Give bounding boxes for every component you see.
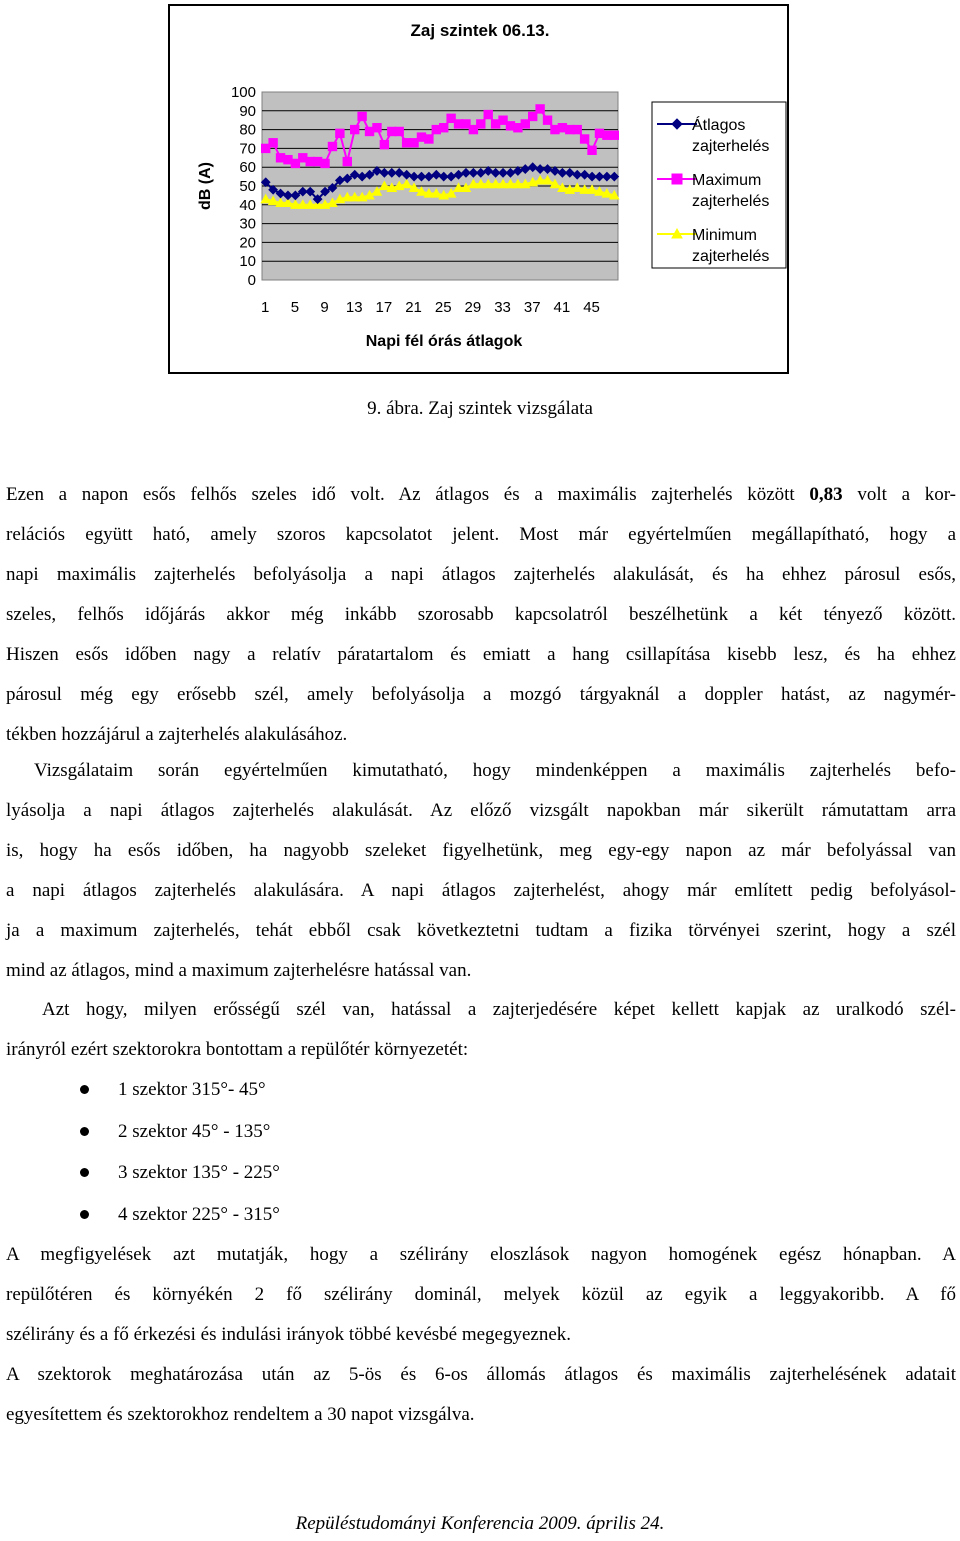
paragraph-4 — [6, 1235, 956, 1355]
paragraph-5 — [6, 1355, 956, 1435]
paragraph-line: ja a maximum zajterhelés, tehát ebből csak következtetni tudtam a fizika törvényei szerint, hogy a szél — [6, 920, 956, 941]
data-point — [672, 174, 682, 184]
x-tick-label: 45 — [583, 299, 600, 316]
paragraph-line: repülőtéren és környékén 2 fő szélirány dominál, melyek közül az egyik a leggyakoribb. A fő — [6, 1284, 956, 1305]
data-point — [380, 140, 388, 148]
y-tick-label: 20 — [239, 234, 256, 252]
bullet-icon — [80, 1085, 89, 1094]
data-point — [373, 124, 381, 132]
paragraph-line: mind az átlagos, mind a maximum zajterhelésre hatással van. — [6, 960, 472, 981]
data-point — [321, 159, 329, 167]
data-point — [343, 157, 351, 165]
legend-label: zajterhelés — [692, 193, 770, 210]
sector-list — [0, 1069, 280, 1235]
x-tick-label: 13 — [345, 299, 363, 316]
data-point — [395, 127, 403, 135]
chart-title: Zaj szintek 06.13. — [410, 21, 550, 40]
list-item — [0, 1152, 280, 1194]
paragraph-line: lyásolja a napi átlagos zajterhelés alakulását. Az előző vizsgált napokban már sikerült rámutattam arra — [6, 800, 956, 821]
legend-label: Átlagos — [692, 117, 746, 134]
y-tick-label: 0 — [247, 272, 256, 289]
paragraph-line: A szektorok meghatározása után az 5-ös és 6-os állomás átlagos és maximális zajterhelésének adatait — [6, 1364, 956, 1385]
paragraph-3 — [6, 990, 956, 1070]
x-tick-label: 25 — [434, 299, 452, 316]
data-point — [351, 125, 359, 133]
list-item-text: 3 szektor 135° - 225° — [118, 1162, 280, 1183]
paragraph-line — [6, 475, 956, 515]
paragraph-line: Vizsgálataim során egyértelműen kimutatható, hogy mindenképpen a maximális zajterhelés befo- — [34, 760, 956, 781]
x-tick-label: 21 — [405, 299, 422, 316]
paragraph-line: napi maximális zajterhelés befolyásolja a napi átlagos zajterhelés alakulását, és ha ehhez párosul esős, — [6, 564, 956, 585]
data-point — [358, 112, 366, 120]
paragraph-line: párosul még egy erősebb szél, amely befolyásolja a mozgó tárgyaknál a doppler hatást, az nagymér- — [6, 684, 956, 705]
y-tick-label: 70 — [239, 140, 256, 158]
bullet-icon — [80, 1168, 89, 1177]
data-point — [573, 125, 581, 133]
data-point — [328, 142, 336, 150]
x-tick-label: 41 — [553, 299, 571, 316]
paragraph-line: relációs együtt ható, amely szoros kapcsolatot jelent. Most már egyértelműen megállapítható, hogy a — [6, 524, 956, 545]
list-item — [0, 1194, 280, 1236]
data-point — [477, 120, 485, 128]
text-span: Ezen a napon esős felhős szeles idő volt. Az átlagos és a maximális zajterhelés között — [6, 484, 810, 505]
data-point — [536, 105, 544, 113]
paragraph-line: Hiszen esős időben nagy a relatív páratartalom és emiatt a hang csillapítása kisebb lesz, és ha ehhez — [6, 644, 956, 665]
paragraph-line: irányról ezért szektorokra bontottam a repülőtér környezetét: — [6, 1039, 469, 1060]
x-tick-label: 17 — [375, 299, 393, 316]
correlation-value: 0,83 — [809, 484, 843, 505]
x-tick-label: 9 — [320, 299, 329, 316]
paragraph-line: A megfigyelések azt mutatják, hogy a szélirány eloszlások nagyon homogének egész hónapban. A — [6, 1244, 956, 1265]
data-point — [543, 116, 551, 124]
y-tick-label: 80 — [239, 121, 256, 139]
bullet-icon — [80, 1210, 89, 1219]
list-item — [0, 1069, 280, 1111]
legend-label: Minimum — [692, 227, 757, 244]
x-tick-label: 1 — [261, 299, 270, 316]
x-tick-label: 33 — [494, 299, 511, 316]
y-tick-label: 90 — [239, 102, 256, 120]
paragraph-line: egyesítettem és szektorokhoz rendeltem a 30 napot vizsgálva. — [6, 1404, 475, 1425]
legend-label: zajterhelés — [692, 248, 770, 265]
list-item-text: 4 szektor 225° - 315° — [118, 1203, 280, 1225]
list-item-text: 1 szektor 315°- 45° — [118, 1079, 266, 1100]
y-axis-label: dB (A) — [197, 162, 214, 210]
data-point — [484, 110, 492, 118]
paragraph-line: szeles, felhős időjárás akkor még inkább szorosabb kapcsolatról beszélhetünk a két tényező között. — [6, 604, 956, 625]
x-tick-label: 5 — [290, 299, 300, 316]
data-point — [610, 131, 618, 139]
x-tick-label: 37 — [523, 299, 541, 316]
legend-label: zajterhelés — [692, 138, 770, 155]
y-tick-label: 30 — [239, 215, 256, 233]
list-item-text: 2 szektor 45° - 135° — [118, 1120, 271, 1142]
data-point — [336, 129, 344, 137]
text-span: volt a kor- — [842, 484, 957, 505]
figure-caption: 9. ábra. Zaj szintek vizsgálata — [367, 398, 593, 419]
x-tick-label: 29 — [464, 299, 482, 316]
y-tick-label: 60 — [239, 159, 256, 177]
data-point — [580, 135, 588, 143]
paragraph-line: tékben hozzájárul a zajterhelés alakulásához. — [6, 724, 348, 745]
y-tick-label: 50 — [239, 178, 256, 195]
data-point — [588, 146, 596, 154]
paragraph-line: szélirány és a fő érkezési és indulási irányok többé kevésbé megegyeznek. — [6, 1324, 572, 1345]
y-tick-label: 10 — [239, 253, 256, 271]
legend-label: Maximum — [692, 172, 762, 189]
paragraph-line: Azt hogy, milyen erősségű szél van, hatással a zajterjedésére képet kellett kapjak az uralkodó szél- — [42, 999, 956, 1020]
x-axis-label: Napi fél órás átlagok — [365, 333, 523, 350]
list-item — [0, 1111, 280, 1153]
paragraph-2 — [6, 751, 956, 991]
y-tick-label: 40 — [239, 196, 256, 214]
bullet-icon — [80, 1127, 89, 1136]
paragraph-line: a napi átlagos zajterhelés alakulására. A napi átlagos zajterhelést, ahogy már említett pedig befolyásol- — [6, 880, 956, 901]
paragraph-1 — [6, 475, 956, 755]
data-point — [269, 139, 277, 147]
paragraph-line: is, hogy ha esős időben, ha nagyobb szeleket figyelhetünk, meg egy-egy napon az már befolyással van — [6, 840, 956, 861]
data-point — [440, 124, 448, 132]
y-tick-label: 100 — [230, 84, 256, 101]
noise-level-chart — [170, 6, 791, 376]
page-footer: Repüléstudományi Konferencia 2009. április 24. — [295, 1513, 665, 1534]
data-point — [425, 135, 433, 143]
chart-figure — [168, 4, 789, 374]
